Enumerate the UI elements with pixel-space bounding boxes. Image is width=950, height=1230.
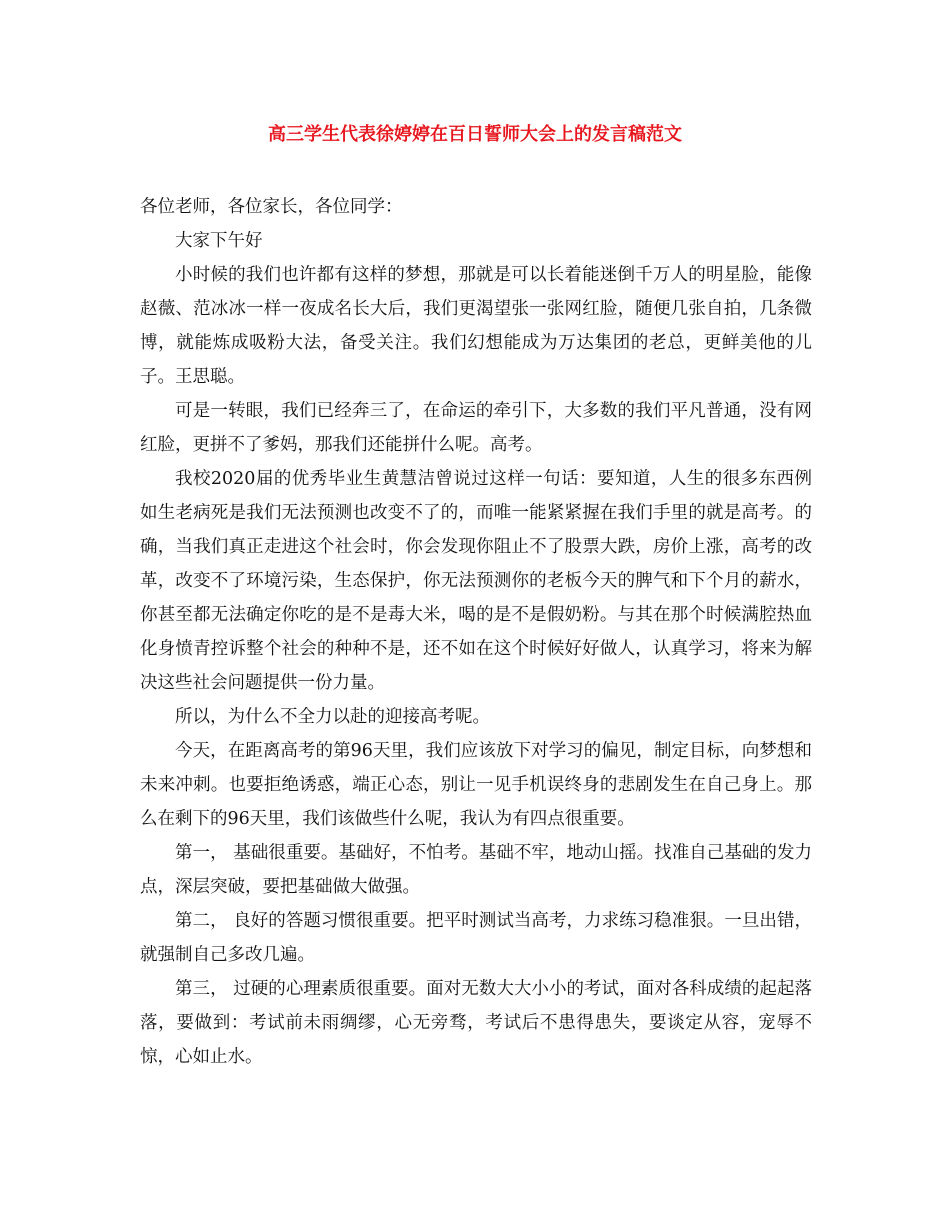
salutation-paragraph: 各位老师，各位家长，各位同学：: [140, 197, 403, 217]
point-paragraph-3: 第三， 过硬的心理素质很重要。面对无数大大小小的考试，面对各科成绩的起起落落，要做到：考试前未雨绸缪，心无旁骛，考试后不患得患失，要谈定从容，宠辱不惊，心如止水。: [140, 979, 812, 1067]
body-paragraph: 所以，为什么不全力以赴的迎接高考呢。: [175, 707, 490, 727]
document-body: [140, 190, 812, 1074]
point-paragraph-2: 第二， 良好的答题习惯很重要。把平时测试当高考，力求练习稳准狠。一旦出错，就强制自己多改几遍。: [140, 911, 812, 965]
point-paragraph-1: 第一， 基础很重要。基础好，不怕考。基础不牢，地动山摇。找准自己基础的发力点，深层突破，要把基础做大做强。: [140, 843, 812, 897]
body-paragraph: 小时候的我们也许都有这样的梦想，那就是可以长着能迷倒千万人的明星脸，能像赵薇、范冰冰一样一夜成名长大后，我们更渴望张一张网红脸，随便几张自拍，几条微博，就能炼成吸粉大法，备受关注。我们幻想能成为万达集团的老总，更鲜美他的儿子。王思聪。: [140, 265, 812, 387]
greeting-paragraph: 大家下午好: [175, 231, 263, 251]
body-paragraph: 今天，在距离高考的第96天里，我们应该放下对学习的偏见，制定目标，向梦想和未来冲刺。也要拒绝诱惑，端正心态，别让一见手机误终身的悲剧发生在自己身上。那么在剩下的96天里，我们该做些什么呢，我认为有四点很重要。: [140, 741, 812, 829]
body-paragraph: 我校2020届的优秀毕业生黄慧洁曾说过这样一句话：要知道，人生的很多东西例如生老病死是我们无法预测也改变不了的，而唯一能紧紧握在我们手里的就是高考。的确，当我们真正走进这个社会时，你会发现你阻止不了股票大跌，房价上涨，高考的改革，改变不了环境污染，生态保护，你无法预测你的老板今天的脾气和下个月的薪水，你甚至都无法确定你吃的是不是毒大米，喝的是不是假奶粉。与其在那个时候满腔热血化身愤青控诉整个社会的种种不是，还不如在这个时候好好做人，认真学习，将来为解决这些社会问题提供一份力量。: [140, 469, 812, 693]
body-paragraph: 可是一转眼，我们已经奔三了，在命运的牵引下，大多数的我们平凡普通，没有网红脸，更拼不了爹妈，那我们还能拼什么呢。高考。: [140, 401, 812, 455]
document-title: 高三学生代表徐婷婷在百日誓师大会上的发言稿范文: [268, 124, 682, 145]
